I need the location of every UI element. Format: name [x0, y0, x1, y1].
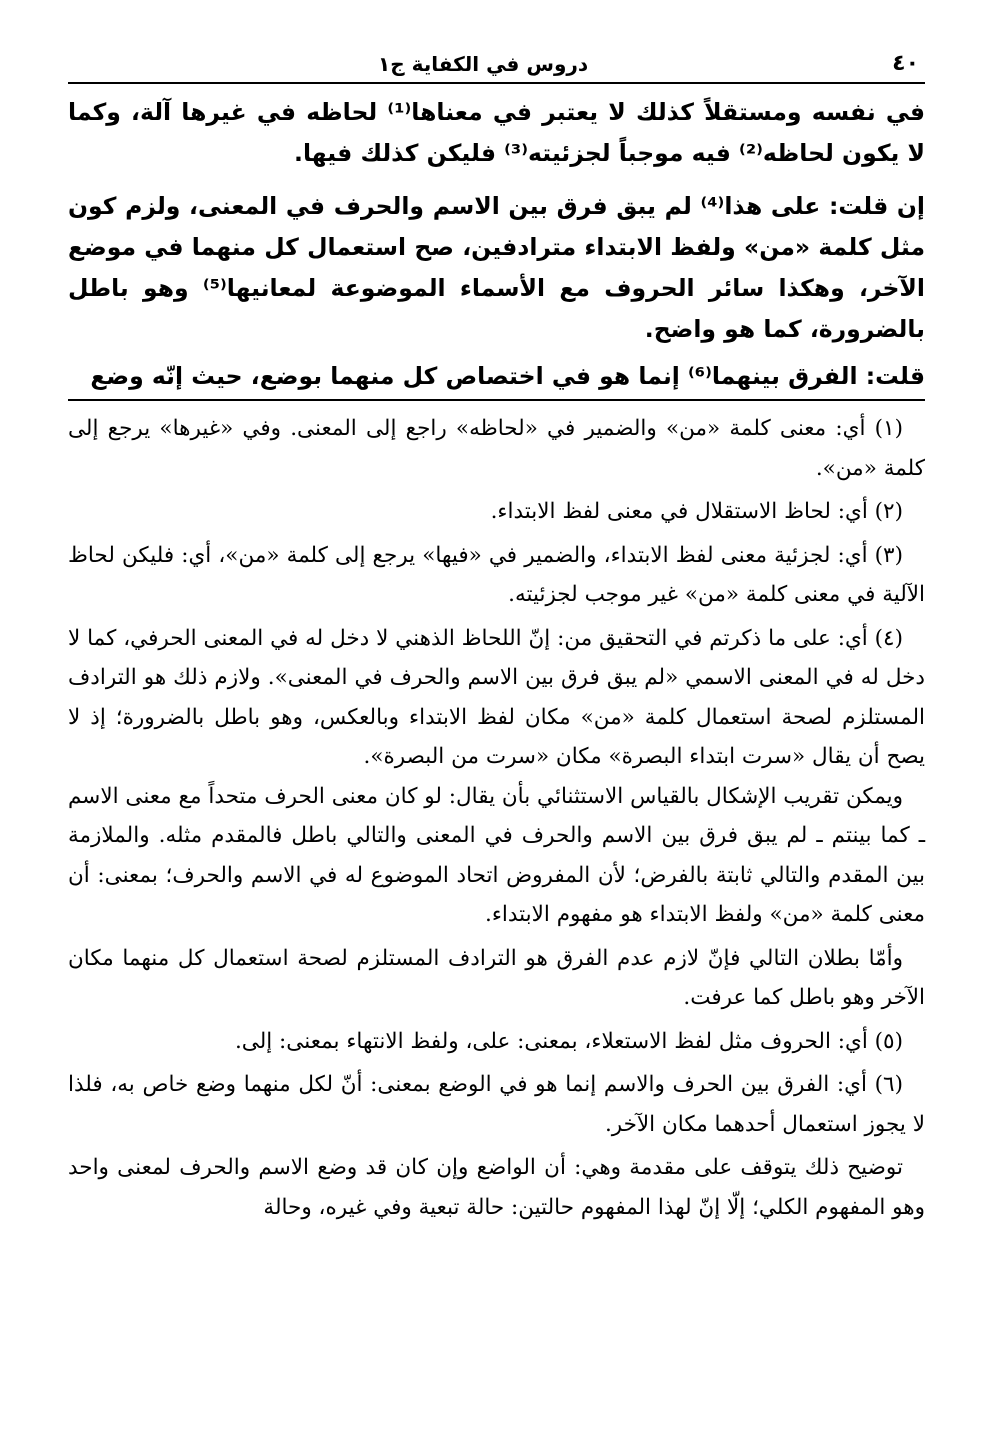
- footnotes: [68, 409, 925, 1227]
- main-paragraph-3: قلت: الفرق بينهما⁽⁶⁾ إنما هو في اختصاص كل منهما بوضع، حيث إنّه وضع: [90, 362, 925, 390]
- footnote-6-continued: توضيح ذلك يتوقف على مقدمة وهي: أن الواضع وإن كان قد وضع الاسم والحرف لمعنى واحد وهو المفهوم الكلي؛ إلّا إنّ لهذا المفهوم حالتين: حالة تبعية وفي غيره، وحالة: [68, 1155, 925, 1220]
- footnote-4-conclusion: وأمّا بطلان التالي فإنّ لازم عدم الفرق هو الترادف المستلزم لصحة استعمال كل منهما مكان الآخر وهو باطل كما عرفت.: [68, 945, 925, 1010]
- footnote-2: (٢) أي: لحاظ الاستقلال في معنى لفظ الابتداء.: [490, 499, 903, 524]
- footnote-5: (٥) أي: الحروف مثل لفظ الاستعلاء، بمعنى: على، ولفظ الانتهاء بمعنى: إلى.: [234, 1028, 903, 1054]
- main-paragraph-2: إن قلت: على هذا⁽⁴⁾ لم يبق فرق بين الاسم والحرف في المعنى، ولزم كون مثل كلمة «من» ولفظ الابتداء مترادفين، صح استعمال كل منهما في موضع الآخر، وهكذا سائر الحروف مع الأسماء الموضوعة لمعانيها⁽⁵⁾ وهو باطل بالضرورة، كما هو واضح.: [68, 192, 925, 343]
- footnote-6: (٦) أي: الفرق بين الحرف والاسم إنما هو في الوضع بمعنى: أنّ لكل منهما وضع خاص به، فلذا لا يجوز استعمال أحدهما مكان الآخر.: [68, 1072, 925, 1137]
- footnote-4: (٤) أي: على ما ذكرتم في التحقيق من: إنّ اللحاظ الذهني لا دخل له في المعنى الحرفي، كما لا دخل له في المعنى الاسمي «لم يبق فرق بين الاسم والحرف في المعنى». ولازم ذلك هو الترادف المستلزم لصحة استعمال كلمة «من» مكان لفظ الابتداء وبالعكس، وهو باطل بالضرورة؛ إذ لا يصح أن يقال «سرت ابتداء البصرة» مكان «سرت من البصرة».: [68, 625, 925, 769]
- footnote-divider: [68, 399, 925, 401]
- running-title: دروس في الكفاية ج١: [377, 52, 589, 76]
- main-paragraph-1: في نفسه ومستقلاً كذلك لا يعتبر في معناها⁽¹⁾ لحاظه في غيرها آلة، وكما لا يكون لحاظه⁽²⁾ فيه موجباً لجزئيته⁽³⁾ فليكن كذلك فيها.: [68, 98, 926, 167]
- page-number: ٤٠: [892, 51, 919, 76]
- footnote-3: (٣) أي: لجزئية معنى لفظ الابتداء، والضمير في «فيها» يرجع إلى كلمة «من»، أي: فليكن لحاظ الآلية في معنى كلمة «من» غير موجب لجزئيته.: [68, 542, 925, 607]
- footnote-4-continued: ويمكن تقريب الإشكال بالقياس الاستثنائي بأن يقال: لو كان معنى الحرف متحداً مع معنى الاسم ـ كما بينتم ـ لم يبق فرق بين الاسم والحرف في المعنى والتالي باطل فالمقدم مثله. والملازمة بين المقدم والتالي ثابتة بالفرض؛ لأن المفروض اتحاد الموضوع له في الاسم والحرف؛ بمعنى: أن معنى كلمة «من» ولفظ الابتداء هو مفهوم الابتداء.: [68, 783, 925, 927]
- main-text: [68, 92, 925, 397]
- footnote-1: (١) أي: معنى كلمة «من» والضمير في «لحاظه» راجع إلى المعنى. وفي «غيرها» يرجع إلى كلمة «من».: [68, 416, 925, 481]
- page-header: [68, 36, 925, 84]
